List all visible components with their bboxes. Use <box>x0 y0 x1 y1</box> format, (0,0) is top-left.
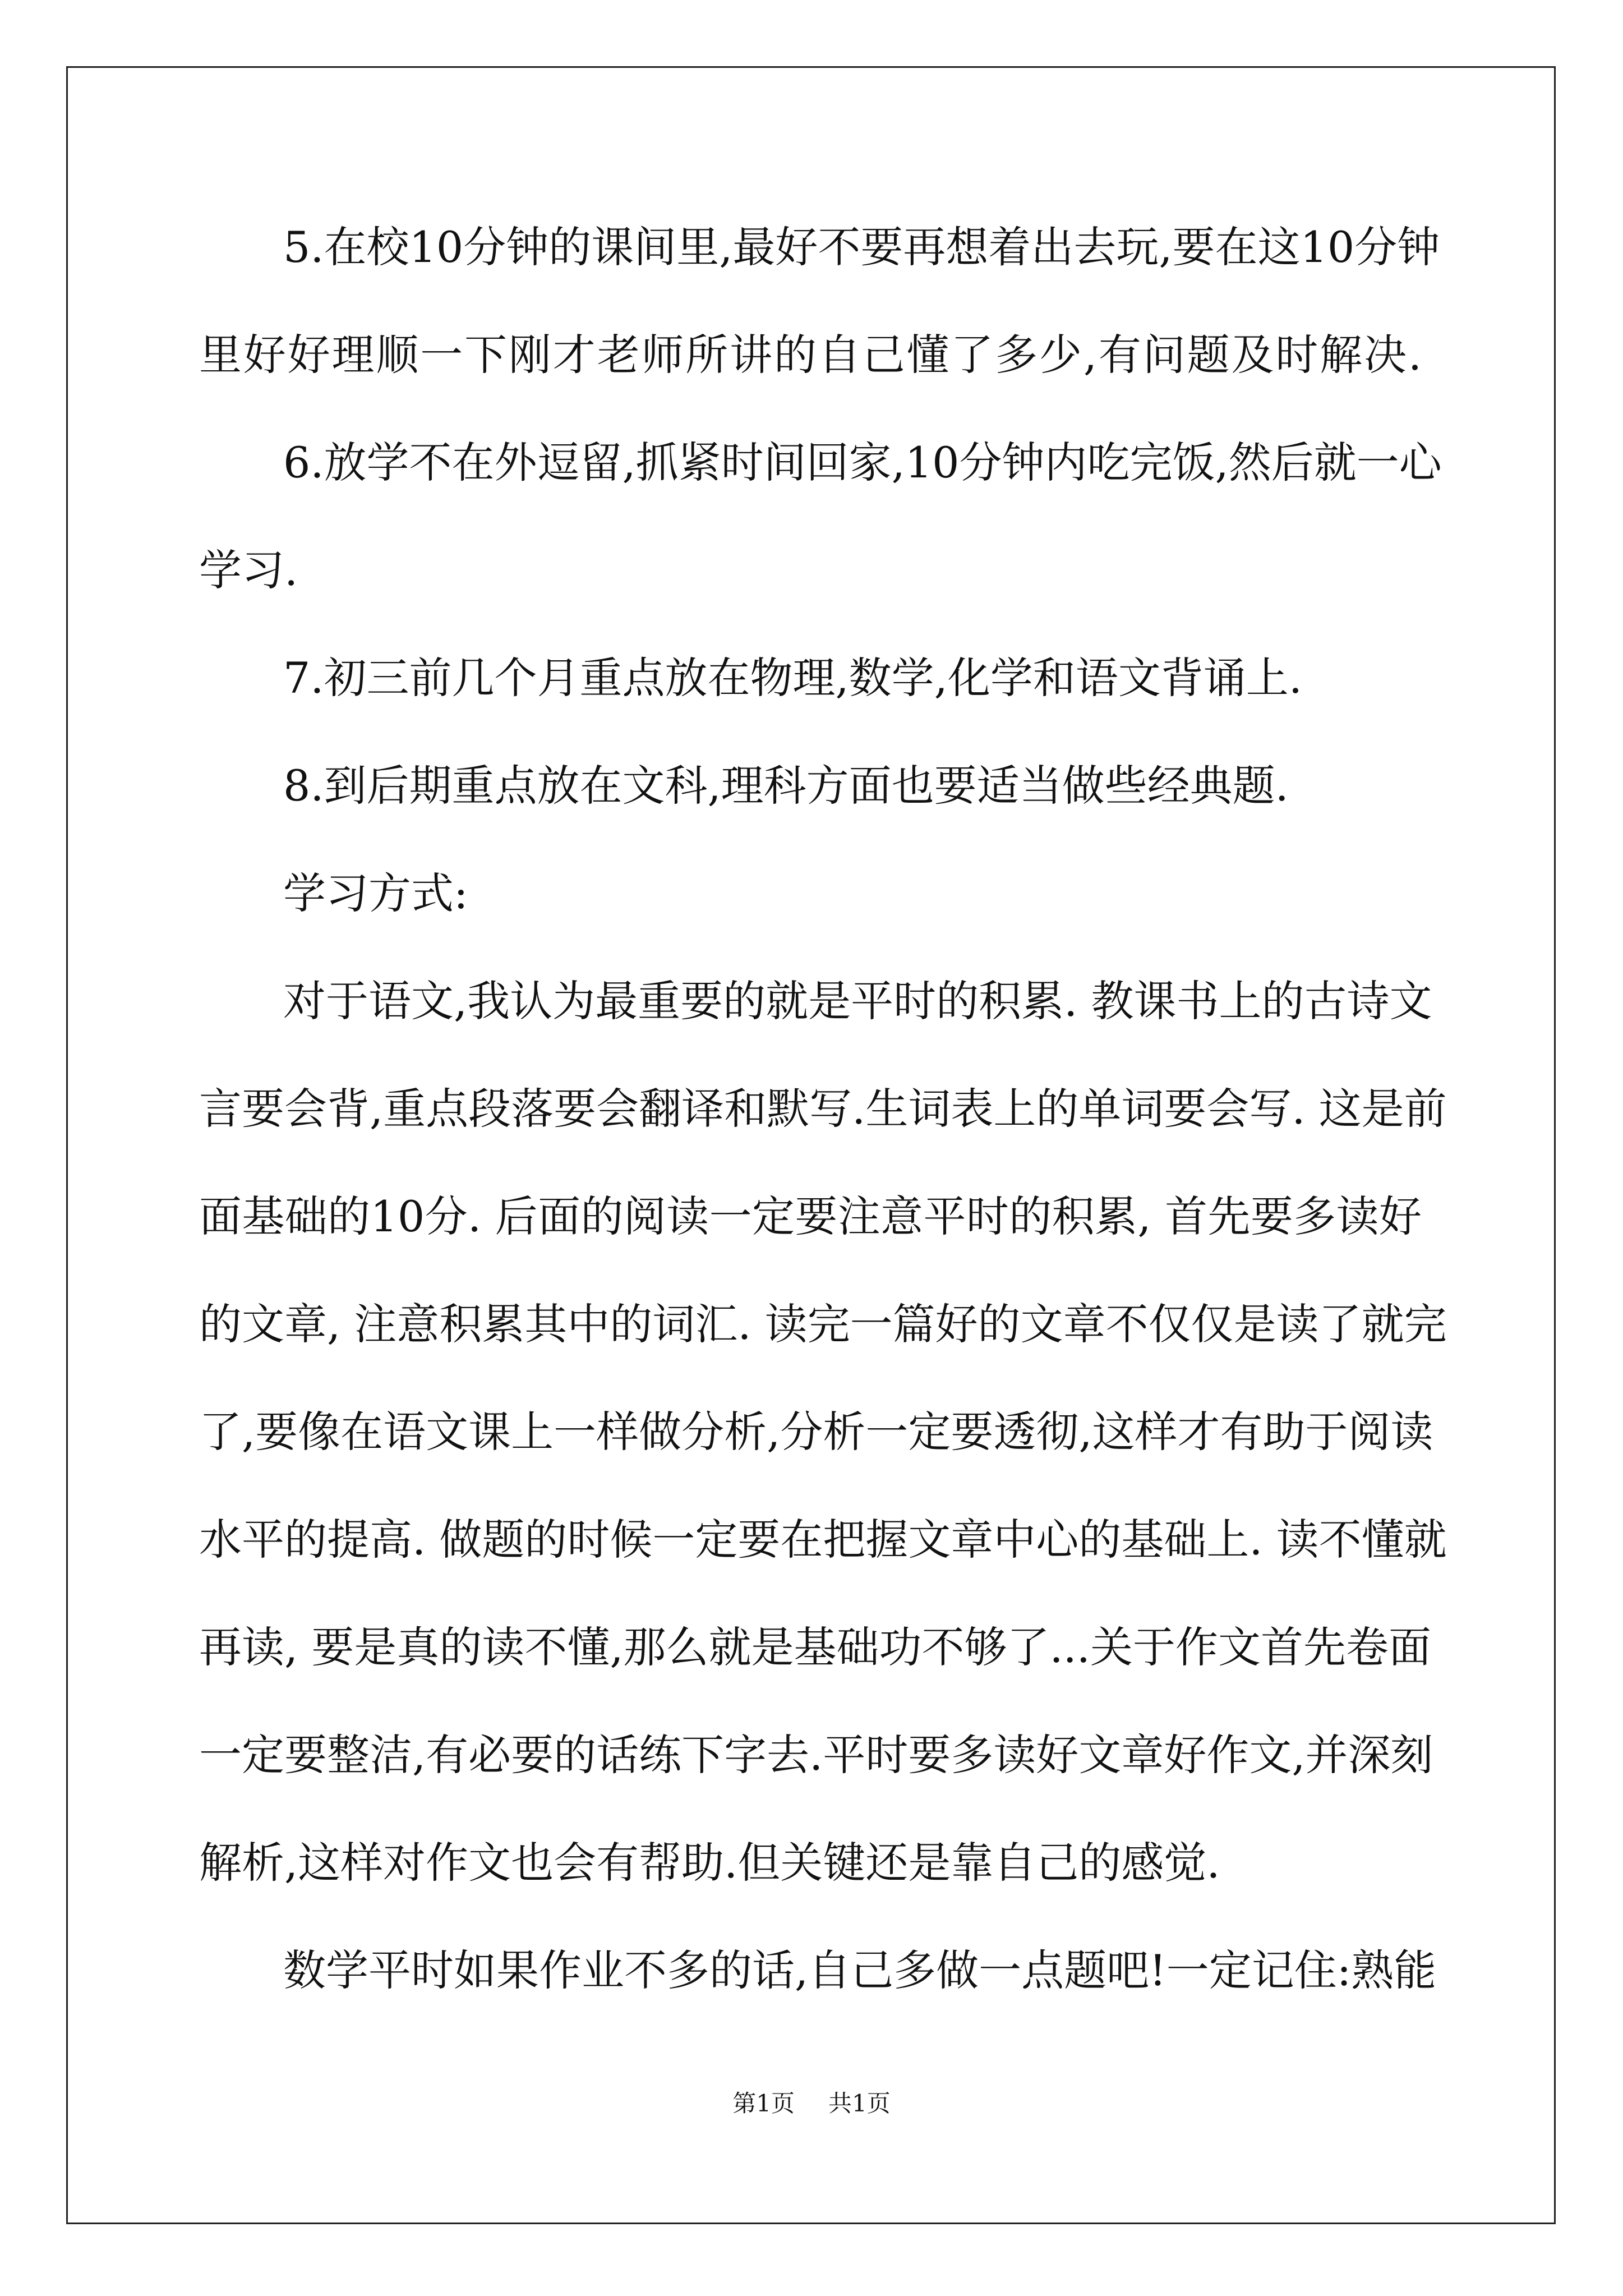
text-line: 言要会背,重点段落要会翻译和默写.生词表上的单词要会写. 这是前 <box>199 1084 1447 1134</box>
text-line: 学习. <box>199 545 298 595</box>
text-line: 对于语文,我认为最重要的就是平时的积累. 教课书上的古诗文 <box>283 976 1432 1026</box>
section-heading: 学习方式: <box>283 868 468 918</box>
text-line: 7.初三前几个月重点放在物理,数学,化学和语文背诵上. <box>283 653 1302 703</box>
text-line: 8.到后期重点放在文科,理科方面也要适当做些经典题. <box>283 761 1289 811</box>
text-line: 再读, 要是真的读不懂,那么就是基础功不够了...关于作文首先卷面 <box>199 1622 1431 1672</box>
text-line: 里好好理顺一下刚才老师所讲的自己懂了多少,有问题及时解决. <box>199 330 1422 380</box>
text-line: 了,要像在语文课上一样做分析,分析一定要透彻,这样才有助于阅读 <box>199 1407 1433 1457</box>
text-line: 数学平时如果作业不多的话,自己多做一点题吧!一定记住:熟能 <box>283 1945 1437 1995</box>
text-line: 的文章, 注意积累其中的词汇. 读完一篇好的文章不仅仅是读了就完 <box>199 1299 1447 1349</box>
text-line: 6.放学不在外逗留,抓紧时间回家,10分钟内吃完饭,然后就一心 <box>283 438 1442 487</box>
page-border <box>66 66 1556 2224</box>
text-line: 解析,这样对作文也会有帮助.但关键还是靠自己的感觉. <box>199 1838 1220 1888</box>
page-number: 第1页 <box>732 2090 795 2117</box>
text-line: 水平的提高. 做题的时候一定要在把握文章中心的基础上. 读不懂就 <box>199 1515 1447 1565</box>
text-line: 5.在校10分钟的课间里,最好不要再想着出去玩,要在这10分钟 <box>283 222 1440 272</box>
page-total: 共1页 <box>828 2090 891 2117</box>
page-footer <box>0 2087 1623 2120</box>
text-line: 面基础的10分. 后面的阅读一定要注意平时的积累, 首先要多读好 <box>199 1191 1422 1241</box>
text-line: 一定要整洁,有必要的话练下字去.平时要多读好文章好作文,并深刻 <box>199 1730 1433 1780</box>
